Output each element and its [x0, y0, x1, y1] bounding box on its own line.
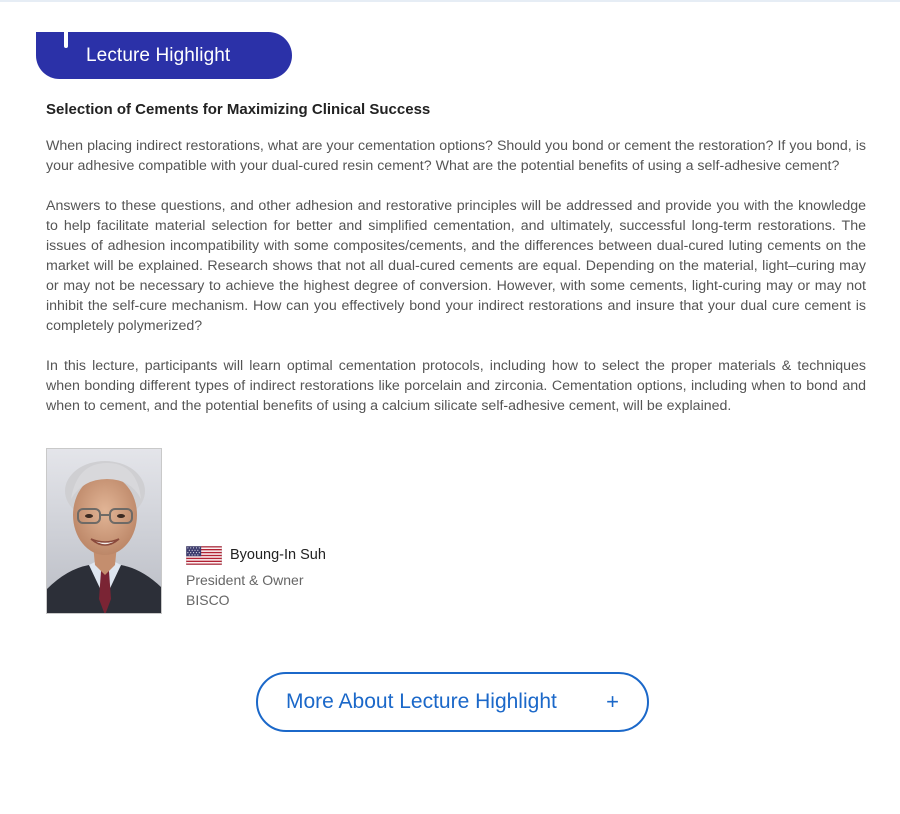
lecture-title: Selection of Cements for Maximizing Clinical Success — [46, 101, 431, 118]
speaker-organization: BISCO — [186, 592, 230, 608]
lecture-paragraph-3: In this lecture, participants will learn optimal cementation protocols, including how to select the proper materials & techniques when bonding different types of indirect restorations like porcelain and zirconia. Cementation options, including when to bond and when to cement, and the potential benefits of using a calcium silicate self-adhesive cement, will be explained. — [46, 358, 866, 414]
more-about-lecture-button[interactable] — [256, 672, 649, 732]
speaker-portrait — [47, 449, 162, 614]
section-tab-lecture-highlight — [36, 32, 292, 79]
speaker-photo — [46, 448, 162, 614]
plus-icon: + — [606, 689, 619, 714]
more-button-label: More About Lecture Highlight — [286, 690, 557, 713]
top-divider — [0, 0, 900, 2]
lecture-paragraph-2: Answers to these questions, and other adhesion and restorative principles will be addressed and provide you with the knowledge to help facilitate material selection for better and simplified cementation, and ultimately, successful long-term restorations. The issues of adhesion incompatibility with some composites/cements, and the differences between dual-cured luting cements on the market will be explained. Research shows that not all dual-cured cements are equal. Depending on the material, light–curing may or may not be necessary to achieve the highest degree of conversion. However, with some cements, light-curing may or may not inhibit the self-cure mechanism. How can you effectively bond your indirect restorations and insure that your dual cure cement is completely polymerized? — [46, 198, 866, 334]
speaker-role: President & Owner — [186, 572, 304, 588]
speaker-info — [186, 544, 326, 610]
speaker-name-row — [186, 544, 326, 566]
tab-tick-mark — [64, 32, 68, 48]
speaker-name: Byoung-In Suh — [230, 547, 326, 563]
us-flag-icon — [186, 546, 222, 565]
section-title: Lecture Highlight — [86, 44, 231, 66]
lecture-paragraph-1: When placing indirect restorations, what are your cementation options? Should you bond or cement the restoration? If you bond, is your adhesive compatible with your dual-cured resin cement? What are the potential benefits of using a self-adhesive cement? — [46, 138, 866, 174]
